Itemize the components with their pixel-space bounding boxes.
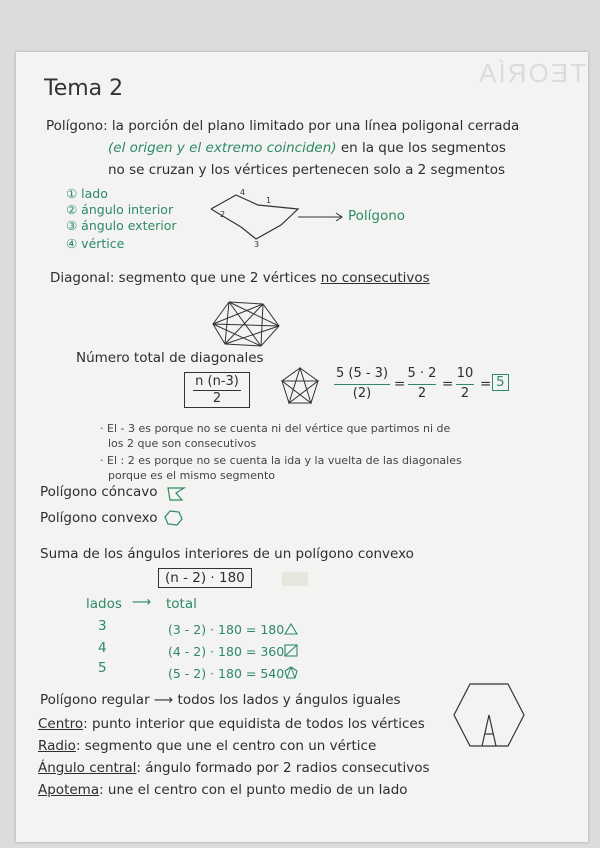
diagram-label-1: 1 bbox=[266, 196, 272, 205]
part-vertice: ④ vértice bbox=[66, 236, 125, 251]
polygon-parts-diagram bbox=[206, 187, 306, 247]
col-total: total bbox=[166, 596, 197, 612]
step3-numerator: 10 bbox=[456, 366, 474, 381]
poligono-concavo: Polígono cóncavo bbox=[40, 484, 158, 500]
hexagon-diagram bbox=[452, 682, 526, 748]
row-5-lados: 5 bbox=[98, 660, 107, 676]
pentagon-star-diagram bbox=[280, 366, 320, 406]
note-2-line1: · El : 2 es porque no se cuenta la ida y la vuelta de las diagonales bbox=[100, 454, 462, 467]
def-radio: Radio: segmento que une el centro con un vértice bbox=[38, 738, 377, 754]
notebook-page: TEORÍA Tema 2 Polígono: la porción del plano limitado por una línea poligonal cerrada (el origen y el extremo coinciden) en la que los segmentos no se cruzan y los vértices pertenecen solo a 2 segmentos ① lado ② ángulo interior ③ ángulo exterior ④ vértice 4 1 2 3 Polígono Diagonal: segmento que une 2 vértices no consecutivos Número total de diagonales n (n-3) 2 5 (5 - 3) (2) = 5 · 2 2 = 10 2 = 5 · El - 3 es porque no se cuenta ni del vértice que partimos ni de los 2 que son consecutivos · El : 2 es porque no se cuenta la ida y la vuelta de las diagonales porque es el mismo segmento Polígono cóncavo Polígono convexo Suma de los ángulos interiores de un polígono convexo (n - 2) · 180 lados ⟶ total 3 (3 - 2) · 180 = 180 4 (4 - 2) · 180 = 360 5 (5 - 2) · 180 = 540 Polígono regular ⟶ todos los lados y ángulos iguales Centro: punto interior que equidista de todos los vértices Radio: segmento que une el centro con un vértice Ángulo central: ángulo formado por 2 radios consecutivos Apotema: une el centro con el punto medio de un lado bbox=[16, 52, 588, 842]
part-angulo-interior: ② ángulo interior bbox=[66, 202, 174, 217]
num-diagonales-heading: Número total de diagonales bbox=[76, 350, 264, 366]
def-apotema: Apotema: une el centro con el punto medio de un lado bbox=[38, 782, 408, 798]
diagonals-diagram bbox=[211, 300, 281, 348]
concave-polygon-icon bbox=[166, 486, 186, 502]
row-3-calc: (3 - 2) · 180 = 180 bbox=[168, 622, 285, 637]
suma-angulos-heading: Suma de los ángulos interiores de un polígono convexo bbox=[40, 546, 414, 562]
arrow-to-poligono bbox=[298, 212, 346, 222]
page-title: Tema 2 bbox=[44, 76, 124, 101]
diagonal-definition: Diagonal: segmento que une 2 vértices no consecutivos bbox=[50, 270, 430, 286]
diagonal-formula-box: n (n-3) 2 bbox=[184, 372, 250, 408]
step2-numerator: 5 · 2 bbox=[407, 366, 437, 381]
convex-polygon-icon bbox=[164, 510, 184, 526]
poligono-definition-line2: (el origen y el extremo coinciden) en la que los segmentos bbox=[108, 140, 506, 156]
row-5-calc: (5 - 2) · 180 = 540 bbox=[168, 666, 285, 681]
step2-denominator: 2 bbox=[417, 386, 427, 401]
diagram-label-4: 4 bbox=[240, 188, 246, 197]
pentagon-icon bbox=[284, 666, 298, 679]
col-arrow: ⟶ bbox=[132, 594, 152, 610]
note-2-line2: porque es el mismo segmento bbox=[108, 469, 275, 482]
bleed-through-text: TEORÍA bbox=[477, 58, 586, 88]
example-denominator: (2) bbox=[352, 386, 372, 401]
poligono-term: Polígono bbox=[46, 118, 104, 134]
step3-denominator: 2 bbox=[460, 386, 470, 401]
note-1-line1: · El - 3 es porque no se cuenta ni del vértice que partimos ni de bbox=[100, 422, 451, 435]
triangle-icon bbox=[284, 623, 298, 635]
poligono-definition-line3: no se cruzan y los vértices pertenecen solo a 2 segmentos bbox=[108, 162, 506, 178]
example-numerator: 5 (5 - 3) bbox=[335, 366, 389, 381]
poligono-label: Polígono bbox=[348, 208, 406, 224]
row-4-lados: 4 bbox=[98, 640, 107, 656]
def-angulo-central: Ángulo central: ángulo formado por 2 radios consecutivos bbox=[38, 760, 430, 776]
diagram-label-2: 2 bbox=[220, 210, 226, 219]
poligono-definition-line1: Polígono: la porción del plano limitado por una línea poligonal cerrada bbox=[46, 118, 520, 134]
note-1-line2: los 2 que son consecutivos bbox=[108, 437, 257, 450]
suma-formula-box: (n - 2) · 180 bbox=[158, 568, 252, 588]
row-4-calc: (4 - 2) · 180 = 360 bbox=[168, 644, 285, 659]
col-lados: lados bbox=[86, 596, 122, 612]
diagram-label-3: 3 bbox=[254, 240, 260, 249]
part-lado: ① lado bbox=[66, 186, 108, 201]
poligono-regular: Polígono regular ⟶ todos los lados y ángulos iguales bbox=[40, 692, 401, 708]
row-3-lados: 3 bbox=[98, 618, 107, 634]
def-centro: Centro: punto interior que equidista de todos los vértices bbox=[38, 716, 425, 732]
part-angulo-exterior: ③ ángulo exterior bbox=[66, 218, 177, 233]
poligono-convexo: Polígono convexo bbox=[40, 510, 158, 526]
diagonal-result: 5 bbox=[492, 374, 509, 391]
square-diagonal-icon bbox=[284, 644, 298, 657]
